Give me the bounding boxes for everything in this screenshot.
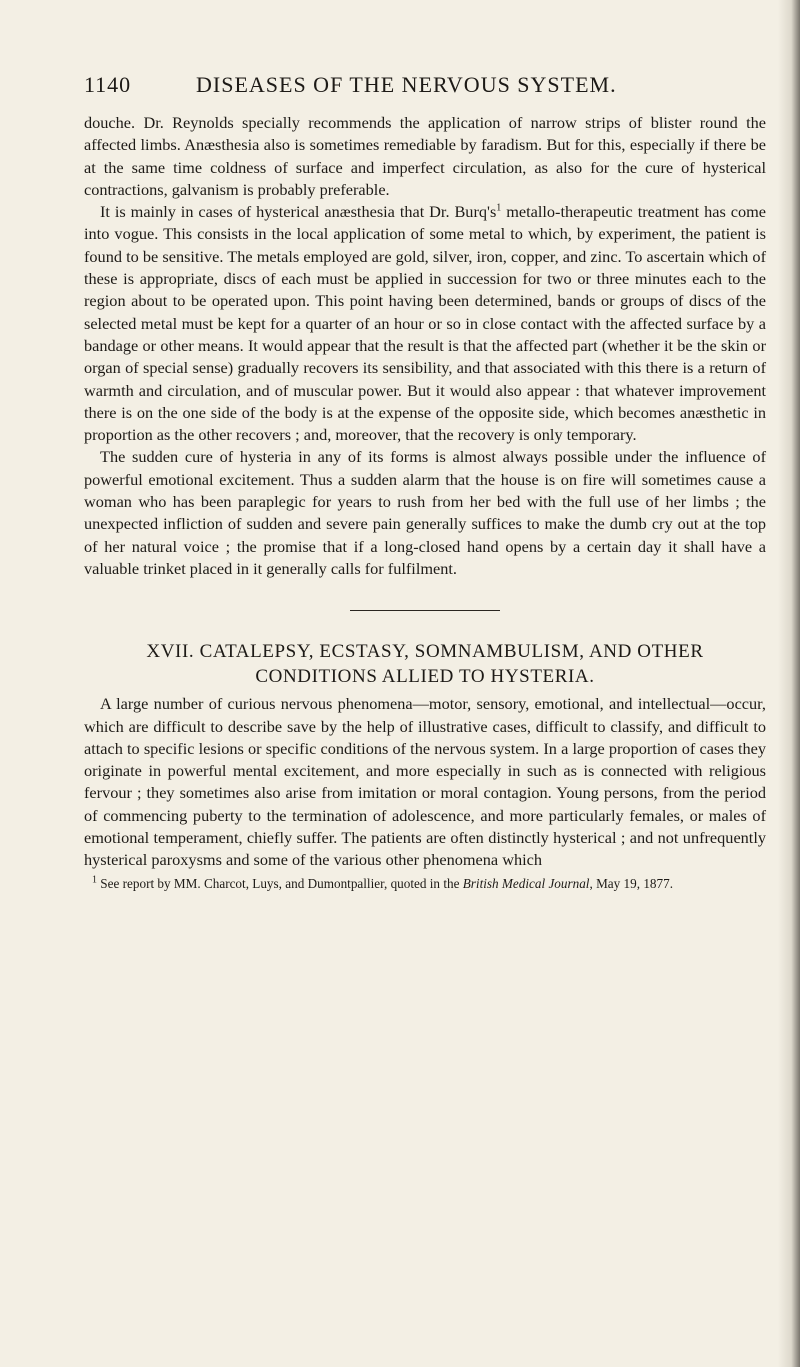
section-body: [84, 693, 766, 871]
paragraph-metallotherapy: [84, 201, 766, 446]
footnote-reference: 1: [496, 202, 502, 214]
paragraph-metallotherapy-rest: metallo-therapeutic treatment has come into vogue. This consists in the local application of some metal to which, by experiment, the patient is found to be sensitive. The metals employed are gold, silver, iron, copper, and zinc. To ascertain which of these is appropriate, discs of each must be applied in succession for two or three minutes each to the region about to be operated upon. This point having been determined, bands or groups of discs of the selected metal must be kept for a quarter of an hour or so in close contact with the affected surface by a bandage or other means. It would appear that the result is that the affected part (whether it be the skin or organ of special sense) gradually recovers its sensibility, and that associated with this there is a return of warmth and circulation, and of muscular power. But it would also appear : that whatever improvement there is on the one side of the body is at the expense of the opposite side, which becomes anæsthetic in proportion as the other recovers ; and, moreover, that the recovery is only temporary.: [84, 202, 766, 445]
body-text: [84, 112, 766, 580]
footnote-journal: British Medical Journal: [462, 875, 590, 891]
paragraph-sudden-cure: The sudden cure of hysteria in any of its forms is almost always possible under the influence of powerful emotional excitement. Thus a sudden alarm that the house is on fire will sometimes cause a woman who has been paraplegic for years to rush from her bed with the full use of her limbs ; the unexpected infliction of sudden and severe pain generally suffices to make the dumb cry out at the top of her natural voice ; the promise that if a long-closed hand opens by a certain day it shall have a valuable trinket placed in it generally calls for fulfilment.: [84, 447, 766, 578]
footnote-marker: 1: [92, 874, 97, 886]
section-heading: [84, 639, 766, 689]
page-number: 1140: [84, 72, 132, 97]
paragraph-douche: douche. Dr. Reynolds specially recommends the application of narrow strips of blister round the affected limbs. Anæsthesia also is sometimes remediable by faradism. But for this, especially if there be at the same time coldness of surface and imperfect circulation, as also for the cure of hysterical contractions, galvanism is probably preferable.: [84, 113, 766, 199]
footnote-text: See report by MM. Charcot, Luys, and Dumontpallier, quoted in the: [97, 875, 463, 891]
footnote: [84, 875, 766, 893]
section-heading-line-2: CONDITIONS ALLIED TO HYSTERIA.: [255, 666, 595, 688]
running-title: DISEASES OF THE NERVOUS SYSTEM.: [196, 72, 617, 97]
paragraph-metallotherapy-start: It is mainly in cases of hysterical anæsthesia that Dr. Burq's: [100, 202, 497, 222]
book-page: [84, 72, 766, 893]
paragraph-nervous-phenomena: A large number of curious nervous phenomena—motor, sensory, emotional, and intellectual—occur, which are difficult to describe save by the help of illustrative cases, difficult to classify, and difficult to attach to specific lesions or specific conditions of the nervous system. In a large proportion of cases they originate in powerful mental excitement, and more especially in such as is connected with religious fervour ; they sometimes also arise from imitation or moral contagion. Young persons, from the period of commencing puberty to the termination of adolescence, and more particularly females, or males of emotional temperament, chiefly suffer. The patients are often distinctly hysterical ; and not unfrequently hysterical paroxysms and some of the various other phenomena which: [84, 694, 766, 870]
footnote-date: , May 19, 1877.: [589, 875, 673, 891]
page-edge-shadow: [778, 0, 800, 1367]
section-divider: [350, 610, 500, 611]
section-heading-line-1: XVII. CATALEPSY, ECSTASY, SOMNAMBULISM, AND OTHER: [146, 641, 704, 663]
running-head: [84, 72, 766, 98]
